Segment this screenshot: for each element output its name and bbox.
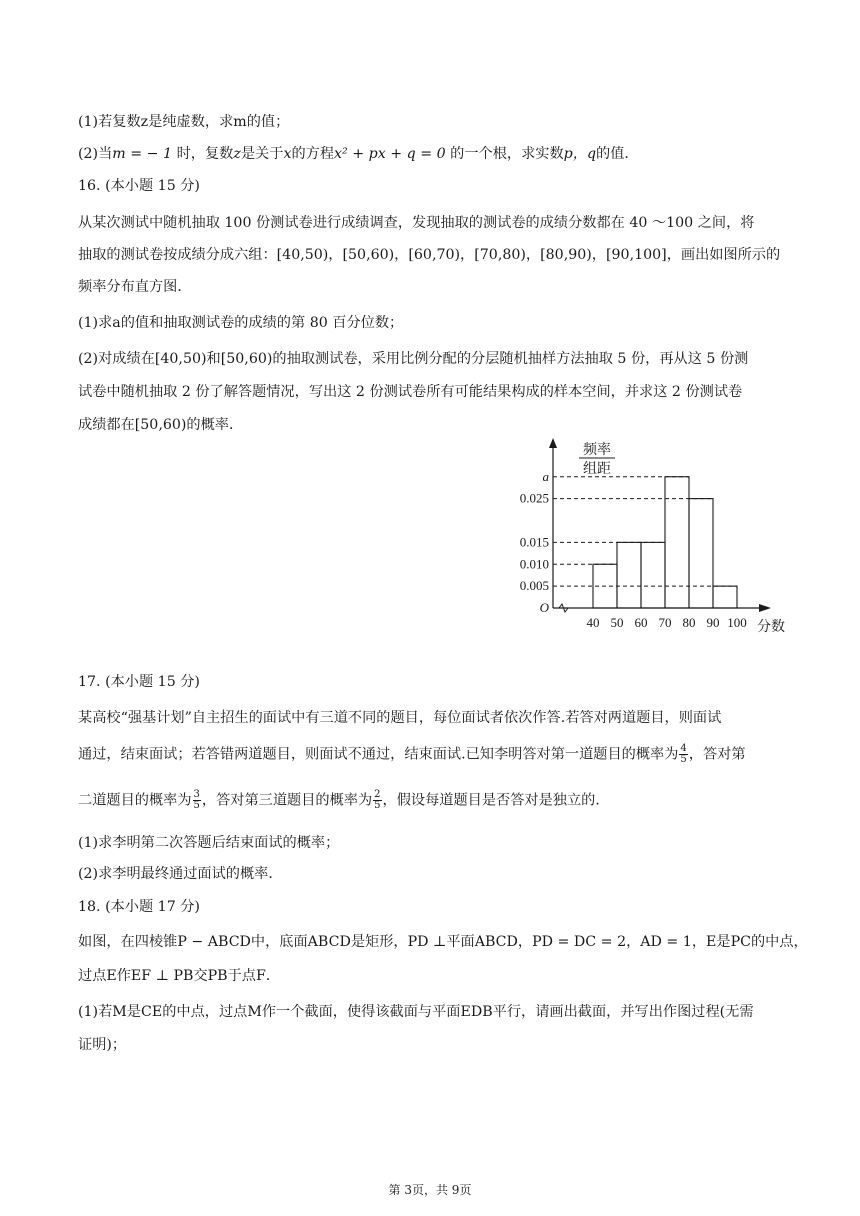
y-tick-label: 0.015 [519, 534, 549, 550]
x-tick-label: 40 [586, 615, 600, 630]
x-axis-arrow [759, 604, 771, 612]
q16-text-1: 从某次测试中随机抽取 100 份测试卷进行成绩调查，发现抽取的测试卷的成绩分数都在 40 ～100 之间，将 [78, 215, 755, 231]
x-tick-label: 80 [682, 615, 696, 630]
q18-part1-a: (1)若M是CE的中点，过点M作一个截面，使得该截面与平面EDB平行，请画出截面，并写出作图过程(无需 [78, 1004, 754, 1020]
histogram-bar [665, 477, 689, 608]
x-axis-label: 分数 [757, 620, 785, 635]
x-tick-label: 60 [634, 615, 648, 630]
q16-part2-b: 试卷中随机抽取 2 份了解答题情况，写出这 2 份测试卷所有可能结果构成的样本空间，并求这 2 份测试卷 [78, 384, 743, 400]
q18-text-2: 过点E作EF ⊥ PB交PB于点F． [78, 968, 281, 984]
y-label-bottom: 组距 [583, 462, 611, 477]
page-footer: 第 3页，共 9页 [388, 1183, 472, 1197]
frequency-histogram [515, 432, 790, 642]
q18-heading: 18. (本小题 17 分) [78, 899, 200, 915]
x-tick-label: 70 [658, 615, 672, 630]
q16-part1: (1)求a的值和抽取测试卷的成绩的第 80 百分位数； [78, 315, 404, 331]
q16-heading: 16. (本小题 15 分) [78, 178, 200, 194]
histogram-bar [689, 499, 713, 608]
q17-text-3: 二道题目的概率为 $\frac{3}{5}$ ，答对第三道题目的概率为 $\frac{2}{5}$ ，假设每道题目是否答对是独立的． [78, 789, 610, 811]
histogram-bar [641, 542, 665, 608]
x-tick-label: 50 [610, 615, 624, 630]
q17-text-2: 通过，结束面试；若答错两道题目，则面试不通过，结束面试.已知李明答对第一道题目的概率为 $\frac{4}{5}$ ，答对第 [78, 743, 746, 765]
q17-part1: (1)求李明第二次答题后结束面试的概率； [78, 835, 340, 851]
q16-text-3: 频率分布直方图． [78, 279, 192, 295]
y-axis-arrow [549, 438, 557, 448]
q15-part1: (1)若复数z是纯虚数，求m的值； [78, 114, 290, 130]
q16-part2-c: 成绩都在[50,60)的概率． [78, 417, 244, 433]
fraction-3-5: $\frac{3}{5}$ [193, 789, 200, 811]
y-tick-label: 0.005 [519, 578, 549, 594]
y-label-top: 频率 [583, 443, 611, 458]
q17-text-1: 某高校“强基计划”自主招生的面试中有三道不同的题目，每位面试者依次作答.若答对两道题目，则面试 [78, 710, 722, 726]
y-tick-label: 0.010 [519, 556, 549, 572]
origin-label: O [539, 600, 549, 615]
q18-part1-b: 证明)； [78, 1037, 127, 1053]
x-tick-label: 100 [727, 615, 747, 630]
q17-part2: (2)求李明最终通过面试的概率． [78, 866, 283, 882]
x-tick-label: 90 [706, 615, 720, 630]
q15-part2: (2)当m = − 1 时，复数z是关于x的方程x² + px + q = 0 的一个根，求实数p，q的值． [78, 146, 639, 162]
q16-text-2: 抽取的测试卷按成绩分成六组：[40,50)，[50,60)，[60,70)，[70,80)，[80,90)，[90,100]，画出如图所示的 [78, 247, 781, 263]
fraction-4-5: $\frac{4}{5}$ [680, 743, 687, 765]
q17-heading: 17. (本小题 15 分) [78, 674, 200, 690]
y-tick-label: 0.025 [519, 490, 549, 506]
q18-text-1: 如图，在四棱锥P − ABCD中，底面ABCD是矩形，PD ⊥平面ABCD，PD = DC = 2，AD = 1，E是PC的中点， [78, 934, 808, 950]
y-tick-label: a [542, 468, 549, 484]
fraction-2-5: $\frac{2}{5}$ [374, 789, 381, 811]
histogram-bar [617, 542, 641, 608]
q16-part2-a: (2)对成绩在[40,50)和[50,60)的抽取测试卷，采用比例分配的分层随机抽样方法抽取 5 份，再从这 5 份测 [78, 351, 749, 367]
histogram-bar [713, 586, 737, 608]
